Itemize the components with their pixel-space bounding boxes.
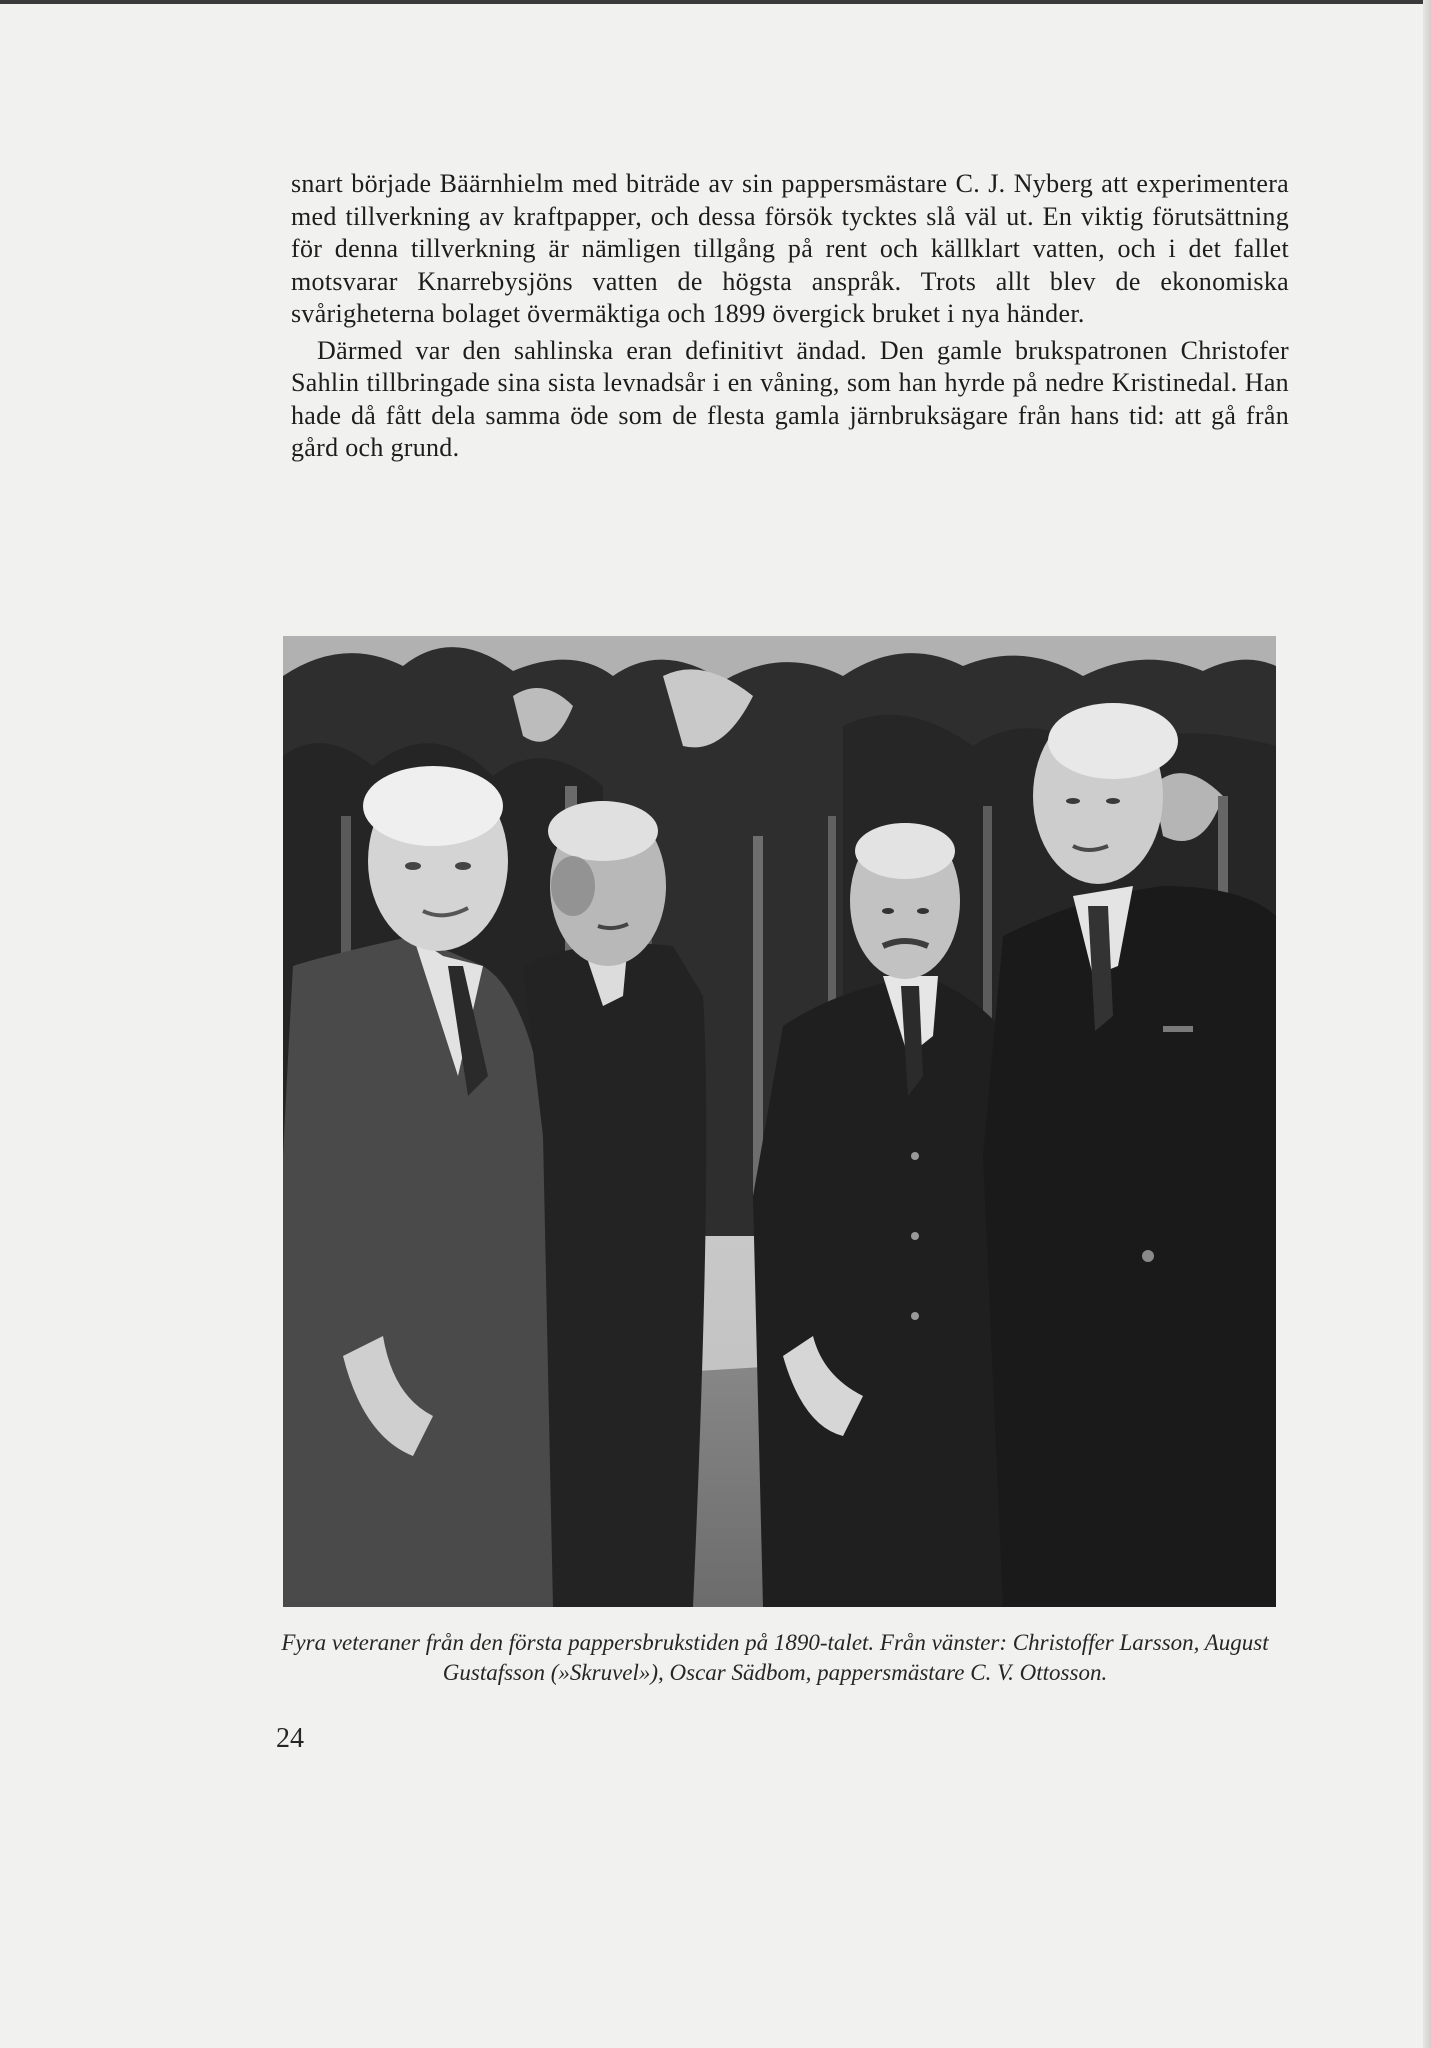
photo-illustration: [283, 636, 1276, 1607]
caption-line-2: Gustafsson (»Skruvel»), Oscar Sädbom, pappersmästare C. V. Ottosson.: [442, 1660, 1108, 1685]
photo-caption: [270, 1628, 1280, 1688]
page-right-edge: [1423, 0, 1431, 2048]
paragraph-2: Därmed var den sahlinska eran definitivt ändad. Den gamle brukspatronen Christofer Sahlin tillbringade sina sista levnadsår i en våning, som han hyrde på nedre Kristinedal. Han hade då fått dela samma öde som de flesta gamla järnbruksägare från hans tid: att gå från gård och grund.: [291, 335, 1289, 462]
page-top-edge: [0, 0, 1431, 4]
veterans-photo: [283, 636, 1276, 1607]
page-number: 24: [276, 1723, 304, 1754]
paragraph-1: snart började Bäärnhielm med biträde av sin pappersmästare C. J. Nyberg att experimentera med tillverkning av kraftpapper, och dessa försök tycktes slå väl ut. En viktig förutsättning för denna tillverkning är nämligen tillgång på rent och källklart vatten, och i det fallet motsvarar Knarrebysjöns vatten de högsta anspråk. Trots allt blev de ekonomiska svårigheterna bolaget övermäktiga och 1899 övergick bruket i nya händer.: [291, 169, 1289, 328]
caption-line-1: Fyra veteraner från den första pappersbrukstiden på 1890-talet. Från vänster: Christoffer Larsson, August: [281, 1630, 1269, 1655]
body-text: [291, 168, 1289, 465]
